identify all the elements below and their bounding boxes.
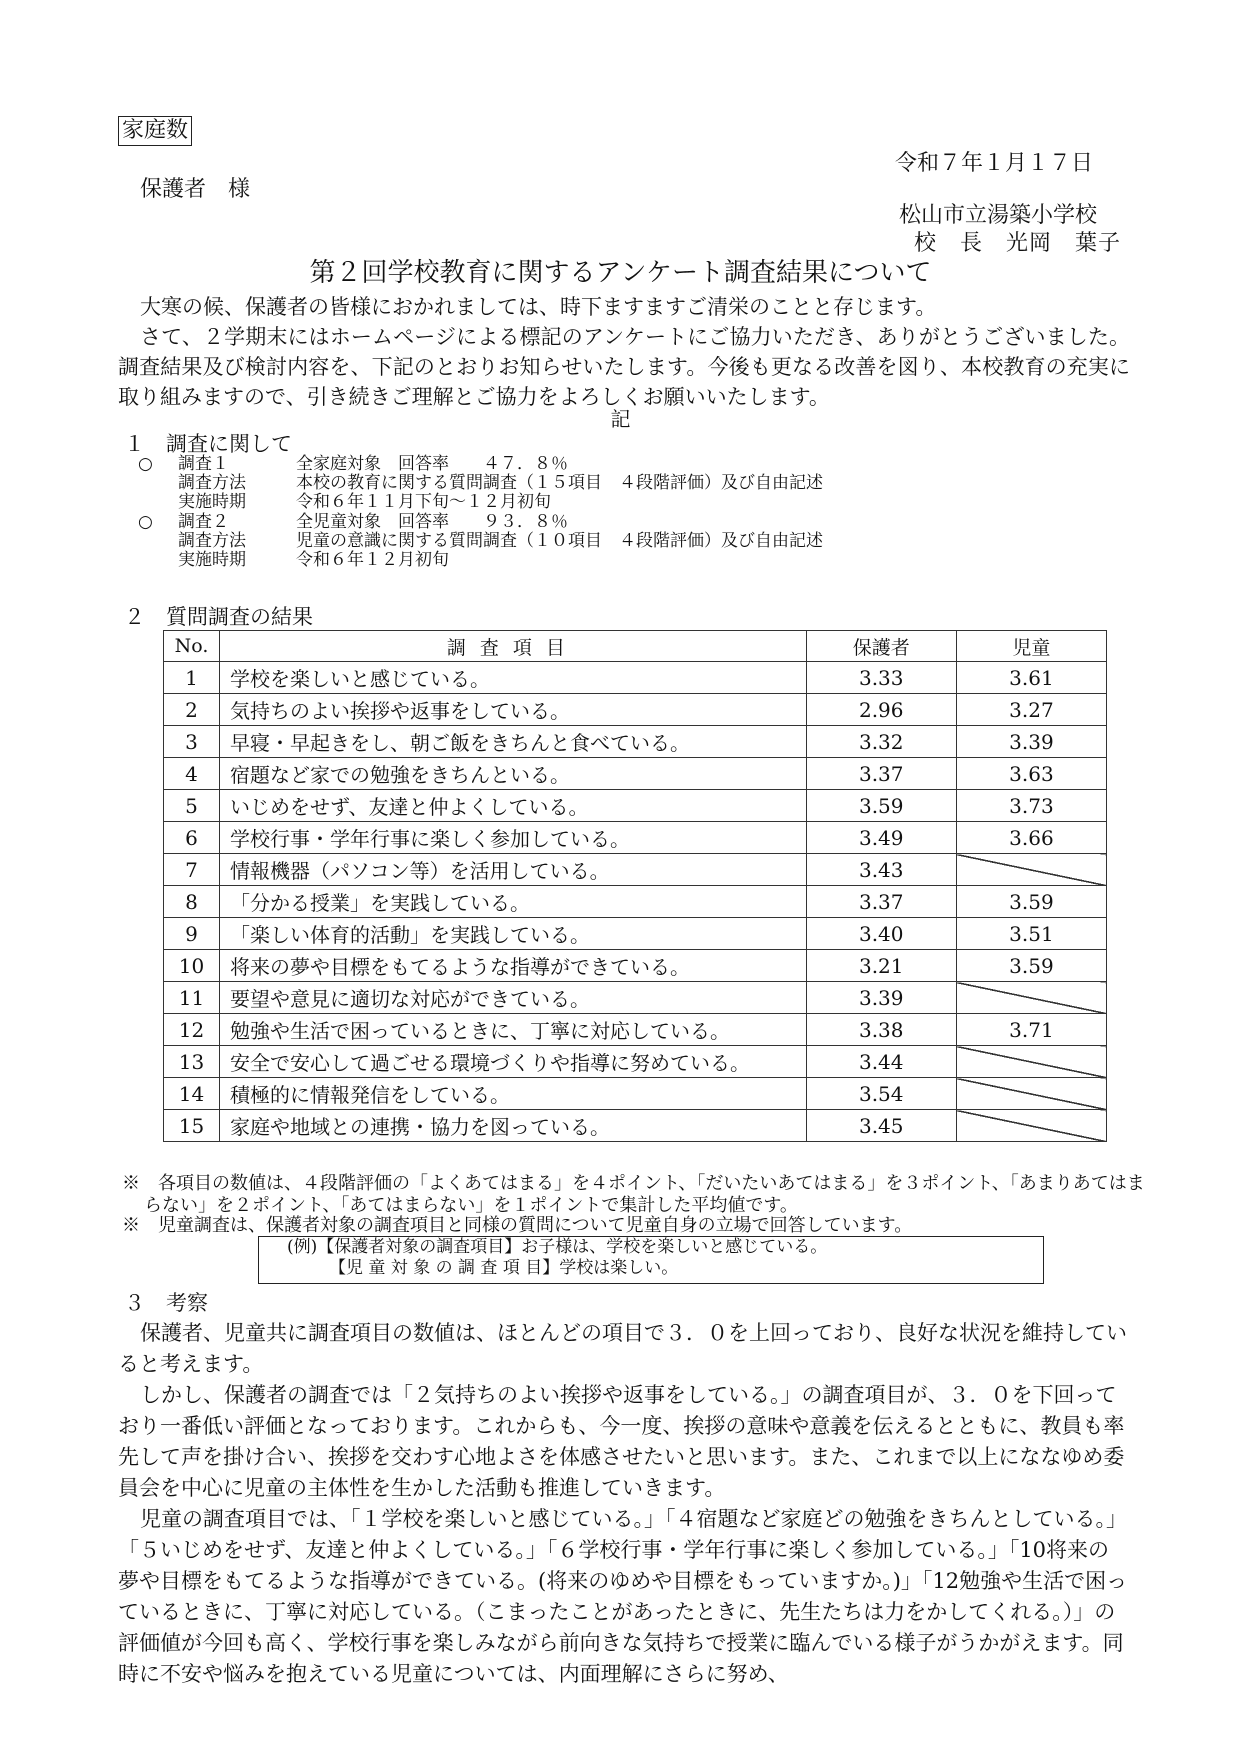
survey1-period-label: 実施時期 <box>178 492 246 512</box>
survey1-method-label: 調査方法 <box>178 473 246 493</box>
table-row <box>164 758 1107 790</box>
survey1-period-value: 令和６年１１月下旬～１２月初旬 <box>296 492 551 512</box>
discussion-paragraph-1: 保護者、児童共に調査項目の数値は、ほとんどの項目で３．０を上回っており、良好な状況を維持していると考えます。 <box>118 1321 1127 1376</box>
principal-name: 校 長 光岡 葉子 <box>913 231 1121 256</box>
table-row <box>164 886 1107 918</box>
row-parent-score: 3.38 <box>806 1014 956 1046</box>
row-no: 10 <box>164 950 220 982</box>
row-parent-score: 2.96 <box>806 694 956 726</box>
row-child-empty <box>956 1078 1106 1110</box>
row-item: 宿題など家での勉強をきちんといる。 <box>220 758 807 790</box>
section1-heading: １ 調査に関して <box>124 432 292 456</box>
addressee: 保護者 様 <box>140 177 251 202</box>
row-child-empty <box>956 982 1106 1014</box>
survey2-method-label: 調査方法 <box>178 531 246 551</box>
row-item: 情報機器（パソコン等）を活用している。 <box>220 854 807 886</box>
table-row <box>164 982 1107 1014</box>
survey1-method-value: 本校の教育に関する質問調査（１５項目 ４段階評価）及び自由記述 <box>296 473 823 493</box>
table-row <box>164 694 1107 726</box>
row-no: 6 <box>164 822 220 854</box>
row-no: 1 <box>164 662 220 694</box>
row-item: 学校行事・学年行事に楽しく参加している。 <box>220 822 807 854</box>
note-2: ※ 児童調査は、保護者対象の調査項目と同様の質問について児童自身の立場で回答しています。 <box>122 1215 913 1236</box>
row-child-empty <box>956 854 1106 886</box>
row-child-score: 3.27 <box>956 694 1106 726</box>
row-item: 学校を楽しいと感じている。 <box>220 662 807 694</box>
row-parent-score: 3.37 <box>806 886 956 918</box>
column-header-child: 児童 <box>956 631 1106 662</box>
column-header-item: 調査項目 <box>220 631 807 662</box>
survey2-mark: ○ <box>138 512 153 532</box>
row-parent-score: 3.59 <box>806 790 956 822</box>
row-item: 気持ちのよい挨拶や返事をしている。 <box>220 694 807 726</box>
row-item: 勉強や生活で困っているときに、丁寧に対応している。 <box>220 1014 807 1046</box>
survey2-period-value: 令和６年１２月初旬 <box>296 550 449 570</box>
row-no: 7 <box>164 854 220 886</box>
table-row <box>164 854 1107 886</box>
row-parent-score: 3.54 <box>806 1078 956 1110</box>
row-no: 11 <box>164 982 220 1014</box>
results-table <box>163 630 1107 1142</box>
row-item: 将来の夢や目標をもてるような指導ができている。 <box>220 950 807 982</box>
section2-heading: ２ 質問調査の結果 <box>124 605 313 629</box>
row-no: 3 <box>164 726 220 758</box>
row-parent-score: 3.33 <box>806 662 956 694</box>
row-child-empty <box>956 1046 1106 1078</box>
note-1: ※ 各項目の数値は、４段階評価の「よくあてはまる」を４ポイント、「だいたいあてはまる」を３ポイント、「あまりあてはまらない」を２ポイント、「あてはまらない」を１ポイントで集計した平均値です。 <box>122 1173 1145 1216</box>
table-row <box>164 726 1107 758</box>
row-item: 積極的に情報発信をしている。 <box>220 1078 807 1110</box>
table-row <box>164 1110 1107 1142</box>
row-child-score: 3.39 <box>956 726 1106 758</box>
row-parent-score: 3.21 <box>806 950 956 982</box>
row-child-score: 3.51 <box>956 918 1106 950</box>
survey2-period-label: 実施時期 <box>178 550 246 570</box>
table-row <box>164 1046 1107 1078</box>
page-title: 第２回学校教育に関するアンケート調査結果について <box>309 258 932 288</box>
example-line-1: (例)【保護者対象の調査項目】お子様は、学校を楽しいと感じている。 <box>287 1237 828 1257</box>
row-no: 12 <box>164 1014 220 1046</box>
survey2-method-value: 児童の意識に関する質問調査（１０項目 ４段階評価）及び自由記述 <box>296 531 823 551</box>
document-tag: 家庭数 <box>118 116 192 146</box>
row-item: いじめをせず、友達と仲よくしている。 <box>220 790 807 822</box>
row-parent-score: 3.39 <box>806 982 956 1014</box>
row-item: 「楽しい体育的活動」を実践している。 <box>220 918 807 950</box>
row-no: 4 <box>164 758 220 790</box>
table-row <box>164 918 1107 950</box>
section3-heading: ３ 考察 <box>124 1291 208 1315</box>
row-child-score: 3.59 <box>956 950 1106 982</box>
row-item: 安全で安心して過ごせる環境づくりや指導に努めている。 <box>220 1046 807 1078</box>
row-parent-score: 3.40 <box>806 918 956 950</box>
table-row <box>164 822 1107 854</box>
row-child-score: 3.71 <box>956 1014 1106 1046</box>
row-parent-score: 3.43 <box>806 854 956 886</box>
row-no: 5 <box>164 790 220 822</box>
row-no: 14 <box>164 1078 220 1110</box>
survey1-mark: ○ <box>138 454 153 474</box>
example-box <box>258 1236 1044 1284</box>
column-header-parent: 保護者 <box>806 631 956 662</box>
table-row <box>164 1014 1107 1046</box>
table-row <box>164 662 1107 694</box>
survey2-label: 調査２ <box>178 512 229 532</box>
row-item: 早寝・早起きをし、朝ご飯をきちんと食べている。 <box>220 726 807 758</box>
example-line-2: 【児 童 対 象 の 調 査 項 目】学校は楽しい。 <box>329 1258 679 1278</box>
issue-date: 令和７年１月１７日 <box>894 151 1093 176</box>
row-parent-score: 3.45 <box>806 1110 956 1142</box>
row-child-score: 3.66 <box>956 822 1106 854</box>
table-row <box>164 790 1107 822</box>
survey1-label: 調査１ <box>178 454 229 474</box>
row-no: 9 <box>164 918 220 950</box>
row-no: 15 <box>164 1110 220 1142</box>
row-parent-score: 3.49 <box>806 822 956 854</box>
row-no: 2 <box>164 694 220 726</box>
intro-paragraph-2: さて、２学期末にはホームページによる標記のアンケートにご協力いただき、ありがとうございました。調査結果及び検討内容を、下記のとおりお知らせいたします。今後も更なる改善を図り、本校教育の充実に取り組みますので、引き続きご理解とご協力をよろしくお願いいたします。 <box>118 325 1130 409</box>
row-child-score: 3.59 <box>956 886 1106 918</box>
discussion-paragraph-3: 児童の調査項目では、「１学校を楽しいと感じている。」「４宿題など家庭どの勉強をきちんとしている。」「５いじめをせず、友達と仲よくしている。」「６学校行事・学年行事に楽しく参加している。」「10将来の夢や目標をもてるような指導ができている。(将来のゆめや目標をもっていますか。)」「12勉強や生活で困っているときに、丁寧に対応している。（こまったことがあったときに、先生たちは力をかしてくれる。）」の評価値が今回も高く、学校行事を楽しみながら前向きな気持ちで授業に臨んでいる様子がうかがえます。同時に不安や悩みを抱えている児童については、内面理解にさらに努め、 <box>118 1507 1128 1686</box>
row-parent-score: 3.44 <box>806 1046 956 1078</box>
row-parent-score: 3.37 <box>806 758 956 790</box>
row-child-empty <box>956 1110 1106 1142</box>
table-header-row <box>164 631 1107 662</box>
row-item: 「分かる授業」を実践している。 <box>220 886 807 918</box>
survey1-value: 全家庭対象 回答率 ４７．８％ <box>296 454 568 474</box>
ki-marker: 記 <box>610 407 631 431</box>
table-row <box>164 1078 1107 1110</box>
row-item: 家庭や地域との連携・協力を図っている。 <box>220 1110 807 1142</box>
intro-paragraph-1: 大寒の候、保護者の皆様におかれましては、時下ますますご清栄のことと存じます。 <box>140 295 937 319</box>
row-item: 要望や意見に適切な対応ができている。 <box>220 982 807 1014</box>
row-child-score: 3.61 <box>956 662 1106 694</box>
row-child-score: 3.73 <box>956 790 1106 822</box>
table-row <box>164 950 1107 982</box>
school-name: 松山市立湯築小学校 <box>898 203 1097 228</box>
row-no: 8 <box>164 886 220 918</box>
survey2-value: 全児童対象 回答率 ９３．８％ <box>296 512 568 532</box>
row-parent-score: 3.32 <box>806 726 956 758</box>
column-header-no: No. <box>164 631 220 662</box>
row-no: 13 <box>164 1046 220 1078</box>
row-child-score: 3.63 <box>956 758 1106 790</box>
discussion-paragraph-2: しかし、保護者の調査では「２気持ちのよい挨拶や返事をしている。」の調査項目が、３．０を下回っており一番低い評価となっております。これからも、今一度、挨拶の意味や意義を伝えるとともに、教員も率先して声を掛け合い、挨拶を交わす心地よさを体感させたいと思います。また、これまで以上にななゆめ委員会を中心に児童の主体性を生かした活動も推進していきます。 <box>118 1383 1125 1500</box>
